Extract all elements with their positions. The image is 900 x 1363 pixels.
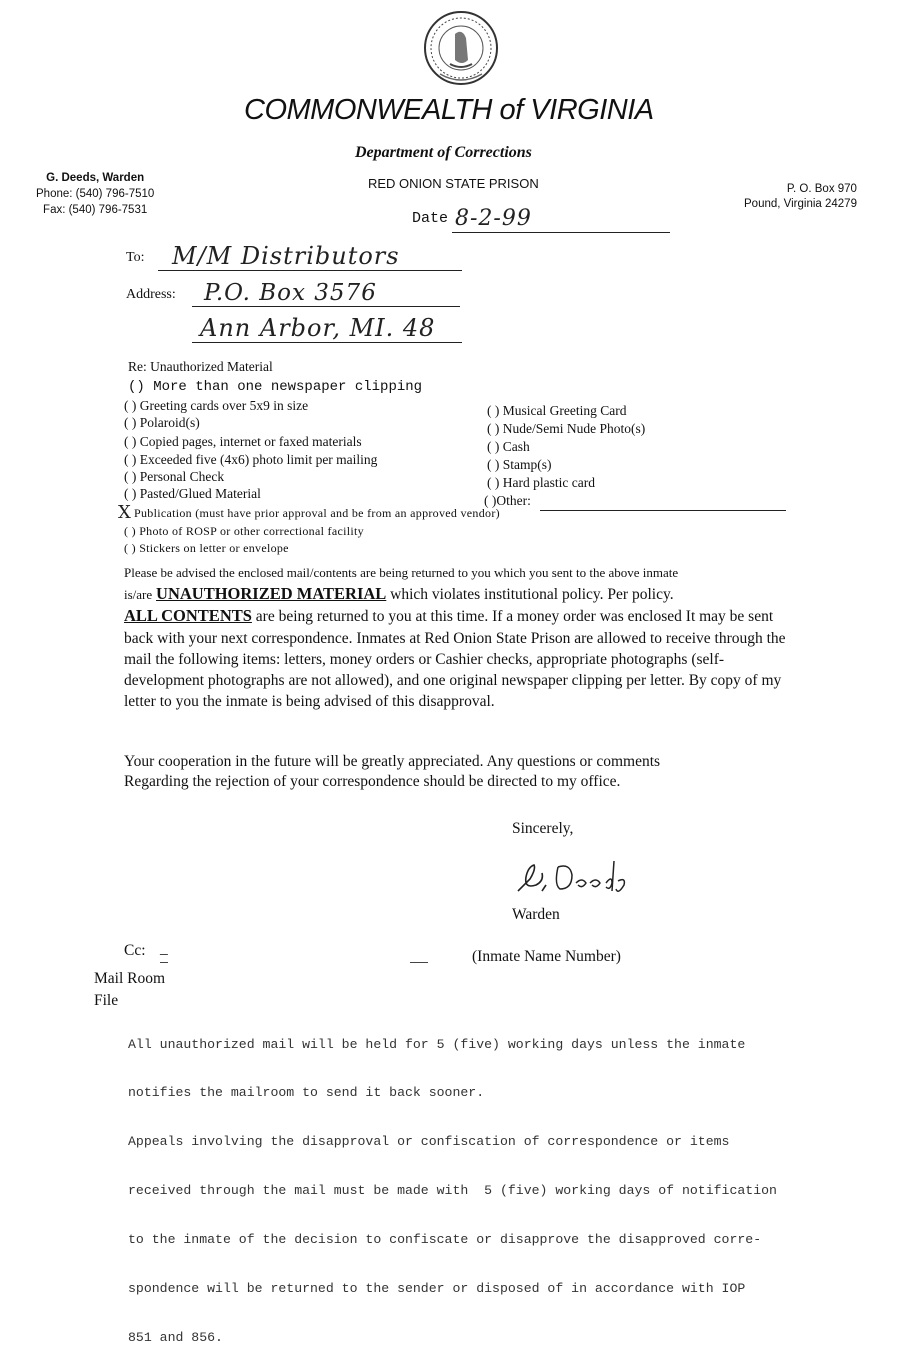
address-underline-1 [192,306,460,307]
reason-item: ( ) Exceeded five (4x6) photo limit per mailing [124,452,378,467]
footnote-line: to the inmate of the decision to confiscate or disapprove the disapproved corre- [128,1232,762,1248]
footnote-line: received through the mail must be made with 5 (five) working days of notification [128,1183,777,1199]
advised-text: Please be advised the enclosed mail/contents are being returned to you which you sent to the above inmate [124,565,679,580]
reason-item: ( ) Personal Check [124,469,225,484]
is-are-text: is/are [124,587,153,603]
mailing-address [744,182,857,212]
cc-label: Cc: [124,942,146,959]
reason-item: ( ) Polaroid(s) [124,415,200,430]
reason-item: ( ) Cash [487,439,530,454]
cc-underscore: _ [160,940,168,957]
publication-check-mark: X [118,502,132,523]
footnote-block [128,1004,777,1363]
violates-text: which violates institutional policy. Per policy. [390,586,674,604]
reason-item: ( ) Greeting cards over 5x9 in size [124,398,309,413]
department-name: Department of Corrections [355,144,532,161]
reason-item: ( ) Stickers on letter or envelope [124,541,289,555]
all-contents-heading: ALL CONTENTS [124,606,252,626]
reason-item: ( ) Nude/Semi Nude Photo(s) [487,421,646,436]
unauthorized-material-heading: UNAUTHORIZED MATERIAL [156,584,387,604]
cooperation-text: Your cooperation in the future will be greatly appreciated. Any questions or comments [124,753,661,770]
reason-item: ( ) Stamp(s) [487,457,552,472]
warden-signature [514,855,634,899]
reason-item: ( ) Copied pages, internet or faxed materials [124,434,362,449]
reason-item-publication: Publication (must have prior approval and be from an approved vendor) [134,506,500,520]
address-line-1: P.O. Box 3576 [204,280,377,306]
footnote-line: All unauthorized mail will be held for 5 (five) working days unless the inmate [128,1036,746,1052]
address-underline-2 [192,342,462,343]
footnote-line: 851 and 856. [128,1329,223,1345]
inmate-name-label: (Inmate Name Number) [472,948,621,965]
address-line-2: Ann Arbor, MI. 48 [200,314,436,342]
reason-item: ( ) Pasted/Glued Material [124,486,261,501]
facility-name: RED ONION STATE PRISON [368,176,539,191]
to-label: To: [126,250,145,265]
mail-room-label: Mail Room [94,970,166,987]
date-value: 8-2-99 [455,206,532,231]
warden-phone: Phone: (540) 796-7510 [36,188,155,200]
regarding-text: Regarding the rejection of your correspondence should be directed to my office. [124,773,621,790]
other-underline [540,510,786,511]
reason-item: ( ) Hard plastic card [487,475,595,490]
reason-item: ( ) Photo of ROSP or other correctional facility [124,524,364,538]
returned-text: are being returned to you at this time. If a money order was enclosed It may be sent back with your next correspondence. Inmates at Red Onion State Prison are allowed to receive through the mail the following items: letters, money orders or Cashier checks, appropriate photographs (self-development photographs are not allowed), and one original newspaper clipping per letter. By copy of my letter to you the inmate is being advised of this disapproval. [124,608,786,711]
warden-contact [36,170,154,218]
date-underline [452,232,670,233]
footnote-line: spondence will be returned to the sender or disposed of in accordance with IOP [128,1281,746,1297]
redaction-block [168,918,410,966]
reason-item-other: ( )Other: [484,493,531,508]
to-underline [158,270,462,271]
po-box: P. O. Box 970 [786,183,857,195]
body-paragraph [124,562,804,712]
warden-fax: Fax: (540) 796-7531 [43,204,148,216]
footnote-line: Appeals involving the disapproval or confiscation of correspondence or items [128,1134,730,1150]
reason-item: () More than one newspaper clipping [128,379,423,395]
cooperation-paragraph [124,752,660,792]
reason-item: ( ) Musical Greeting Card [487,403,627,418]
re-label: Re: [128,359,147,374]
virginia-seal-logo [422,8,500,88]
warden-name: G. Deeds, Warden [46,172,145,184]
sincerely: Sincerely, [512,820,574,837]
address-label: Address: [126,287,176,302]
date-label: Date [412,210,449,227]
city-state-zip: Pound, Virginia 24279 [744,198,857,210]
file-label: File [94,992,119,1009]
re-value: Unauthorized Material [150,359,273,374]
re-line [128,359,273,375]
warden-title: Warden [512,906,560,923]
footnote-line: notifies the mailroom to send it back sooner. [128,1085,485,1101]
letterhead-title: COMMONWEALTH of VIRGINIA [244,94,654,126]
to-value: M/M Distributors [172,242,400,270]
